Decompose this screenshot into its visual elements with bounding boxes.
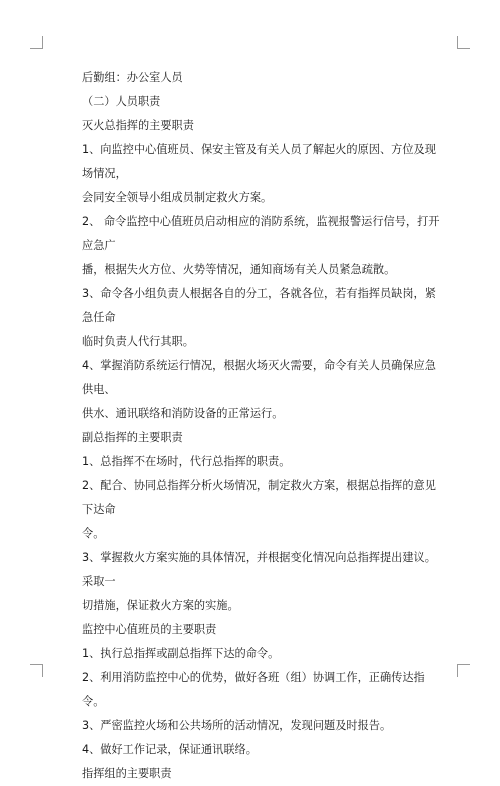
paragraph-line: 1、总指挥不在场时，代行总指挥的职责。 [82,455,291,468]
logistics-group-line: 后勤组：办公室人员 [82,71,183,84]
paragraph-line: 临时负责人代行其职。 [82,335,194,348]
paragraph-line: 会同安全领导小组成员制定救火方案。 [82,191,273,204]
section-heading: （二）人员职责 [82,95,161,108]
subheading-deputy: 副总指挥的主要职责 [82,431,183,444]
paragraph-line: 供水、通讯联络和消防设备的正常运行。 [82,407,284,420]
paragraph-line: 2、利用消防监控中心的优势，做好各班（组）协调工作，正确传达指令。 [82,671,425,708]
subheading-command-group: 指挥组的主要职责 [82,767,172,780]
paragraph-line: 2、 命令监控中心值班员启动相应的消防系统，监视报警运行信号，打开应急广 [82,215,440,252]
paragraph-line: 2、配合、协同总指挥分析火场情况，制定救火方案，根据总指挥的意见下达命 [82,479,436,516]
document-body [82,66,442,786]
paragraph-line: 4、做好工作记录，保证通讯联络。 [82,743,257,756]
corner-mark-top-right [457,36,470,49]
paragraph-line: 1、向监控中心值班员、保安主管及有关人员了解起火的原因、方位及现场情况， [82,143,436,180]
subheading-monitor-duty: 监控中心值班员的主要职责 [82,623,217,636]
subheading-commander: 灭火总指挥的主要职责 [82,119,194,132]
corner-mark-top-left [30,36,43,49]
paragraph-line: 1、执行总指挥或副总指挥下达的命令。 [82,647,280,660]
corner-mark-bottom-left [30,664,43,677]
paragraph-line: 播，根据失火方位、火势等情况，通知商场有关人员紧急疏散。 [82,263,396,276]
paragraph-line: 切措施，保证救火方案的实施。 [82,599,239,612]
paragraph-line: 3、掌握救火方案实施的具体情况，并根据变化情况向总指挥提出建议。采取一 [82,551,436,588]
paragraph-line: 3、命令各小组负责人根据各自的分工，各就各位，若有指挥员缺岗，紧急任命 [82,287,436,324]
corner-mark-bottom-right [457,664,470,677]
paragraph-line: 4、掌握消防系统运行情况，根据火场灭火需要，命令有关人员确保应急供电、 [82,359,436,396]
paragraph-line: 3、严密监控火场和公共场所的活动情况，发现问题及时报告。 [82,719,392,732]
paragraph-line: 令。 [82,527,105,540]
